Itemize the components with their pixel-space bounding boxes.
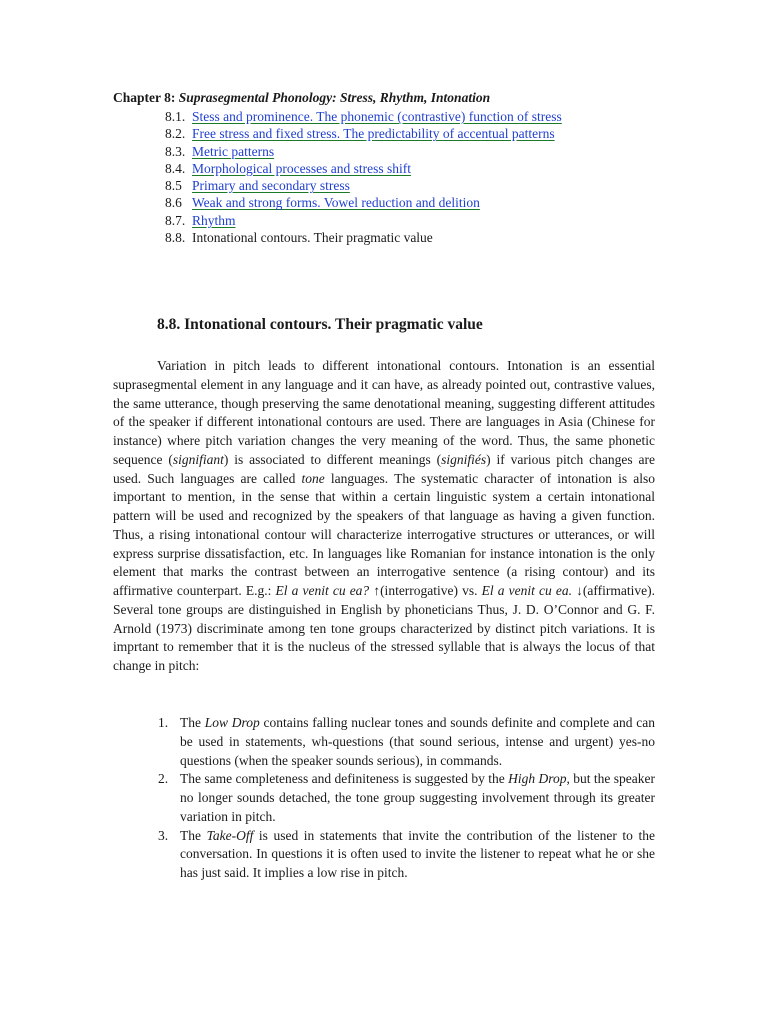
example-sentence: El a venit cu ea? [275, 583, 370, 598]
toc-item[interactable] [165, 143, 562, 160]
toc-link[interactable]: Metric patterns [192, 143, 275, 159]
text-run: Variation in pitch leads to different intonational contours. Intonation is an essential suprasegmental element in any language and it can have, as already pointed out, contrastive values, the same utterance, though preserving the same denotational meaning, suggesting different attitudes of the speaker if different intonational contours are used. There are languages in Asia (Chinese for instance) where pitch variation changes the very meaning of the word. Thus, the same phonetic sequence ( [113, 358, 655, 467]
toc-item[interactable] [165, 108, 562, 125]
toc-link[interactable]: Stess and prominence. The phonemic (contrastive) function of stress [192, 109, 562, 124]
toc-text: Intonational contours. Their pragmatic value [192, 230, 433, 246]
text-run: The same completeness and definiteness is suggested by the [180, 771, 509, 787]
italic-term: Low Drop [204, 715, 260, 730]
text-run: languages. The systematic character of intonation is also important to mention, in the sense that within a certain linguistic system a certain intonational pattern will be used and recognized by the speakers of that language as having a given function. Thus, a rising intonational contour will characterize interrogative structures or utterances, or will express surprise dissatisfaction, etc. In languages like Romanian for instance intonation is the only element that marks the contrast between an interrogative sentence (a rising contour) and its affirmative counterpart. E.g.: [113, 470, 656, 598]
toc-link[interactable]: Primary and secondary stress [192, 178, 350, 194]
toc-number: 8.3. [165, 143, 186, 159]
toc-number: 8.8. [165, 230, 186, 246]
section-title: 8.8. Intonational contours. Their pragmatic value [157, 316, 483, 333]
chapter-heading [113, 90, 490, 106]
text-run: contains falling nuclear tones and sounds definite and complete and can be used in statements, wh-questions (that sound serious, intense and urgent) yes-no questions (when the speaker sounds serious), in commands. [180, 715, 655, 768]
italic-term: signifiant [172, 451, 224, 467]
toc-item[interactable] [165, 194, 562, 211]
text-run: The [180, 827, 207, 843]
toc-link[interactable]: Weak and strong forms. Vowel reduction and delition [192, 195, 480, 211]
text-run: ↓(affirmative). Several tone groups are distinguished in English by phoneticians Thus, J. D. O’Connor and G. F. Arnold (1973) discriminate among ten tone groups characterized by distinct pitch variations. It is imprtant to remember that it is the nucleus of the stressed syllable that is always the locus of that change in pitch: [113, 583, 655, 673]
toc-number: 8.5 [165, 178, 182, 194]
toc-item[interactable] [165, 160, 562, 177]
list-item [113, 770, 655, 826]
toc-number: 8.4. [165, 160, 186, 176]
italic-term: signifiés [441, 451, 487, 467]
list-item [113, 714, 655, 770]
toc-item [165, 229, 562, 246]
italic-term: tone [301, 470, 325, 486]
example-sentence: El a venit cu ea. [481, 583, 573, 598]
toc-item[interactable] [165, 125, 562, 142]
toc-number: 8.1. [165, 109, 186, 124]
toc-number: 8.7. [165, 212, 186, 228]
text-run: ) if various pitch changes are used. Such languages are called [113, 451, 655, 486]
text-run: The [180, 715, 205, 730]
toc-item[interactable] [165, 212, 562, 229]
list-number: 1. [158, 715, 169, 730]
text-run: ) is associated to different meanings ( [223, 451, 442, 467]
toc-number: 8.2. [165, 126, 186, 142]
text-run: , but the speaker no longer sounds detached, the tone group suggesting involvement through its greater variation in pitch. [180, 771, 655, 824]
table-of-contents [165, 108, 562, 246]
body-paragraph [113, 357, 655, 676]
italic-term: Take-Off [206, 827, 254, 843]
text-run: is used in statements that invite the contribution of the listener to the conversation. In questions it is often used to invite the listener to repeat what he or she has just said. It implies a low rise in pitch. [180, 827, 655, 880]
list-number: 2. [158, 771, 169, 787]
toc-number: 8.6 [165, 195, 182, 211]
toc-link[interactable]: Free stress and fixed stress. The predictability of accentual patterns [192, 126, 555, 142]
toc-link[interactable]: Morphological processes and stress shift [192, 160, 411, 176]
list-number: 3. [158, 827, 169, 843]
chapter-label: Chapter 8: [113, 90, 176, 105]
text-run: ↑(interrogative) vs. [369, 583, 482, 598]
numbered-list [113, 714, 655, 883]
toc-link[interactable]: Rhythm [192, 212, 236, 228]
italic-term: High Drop [508, 771, 567, 787]
chapter-subtitle: Suprasegmental Phonology: Stress, Rhythm, Intonation [178, 90, 491, 105]
list-item [113, 827, 655, 883]
toc-item[interactable] [165, 177, 562, 194]
